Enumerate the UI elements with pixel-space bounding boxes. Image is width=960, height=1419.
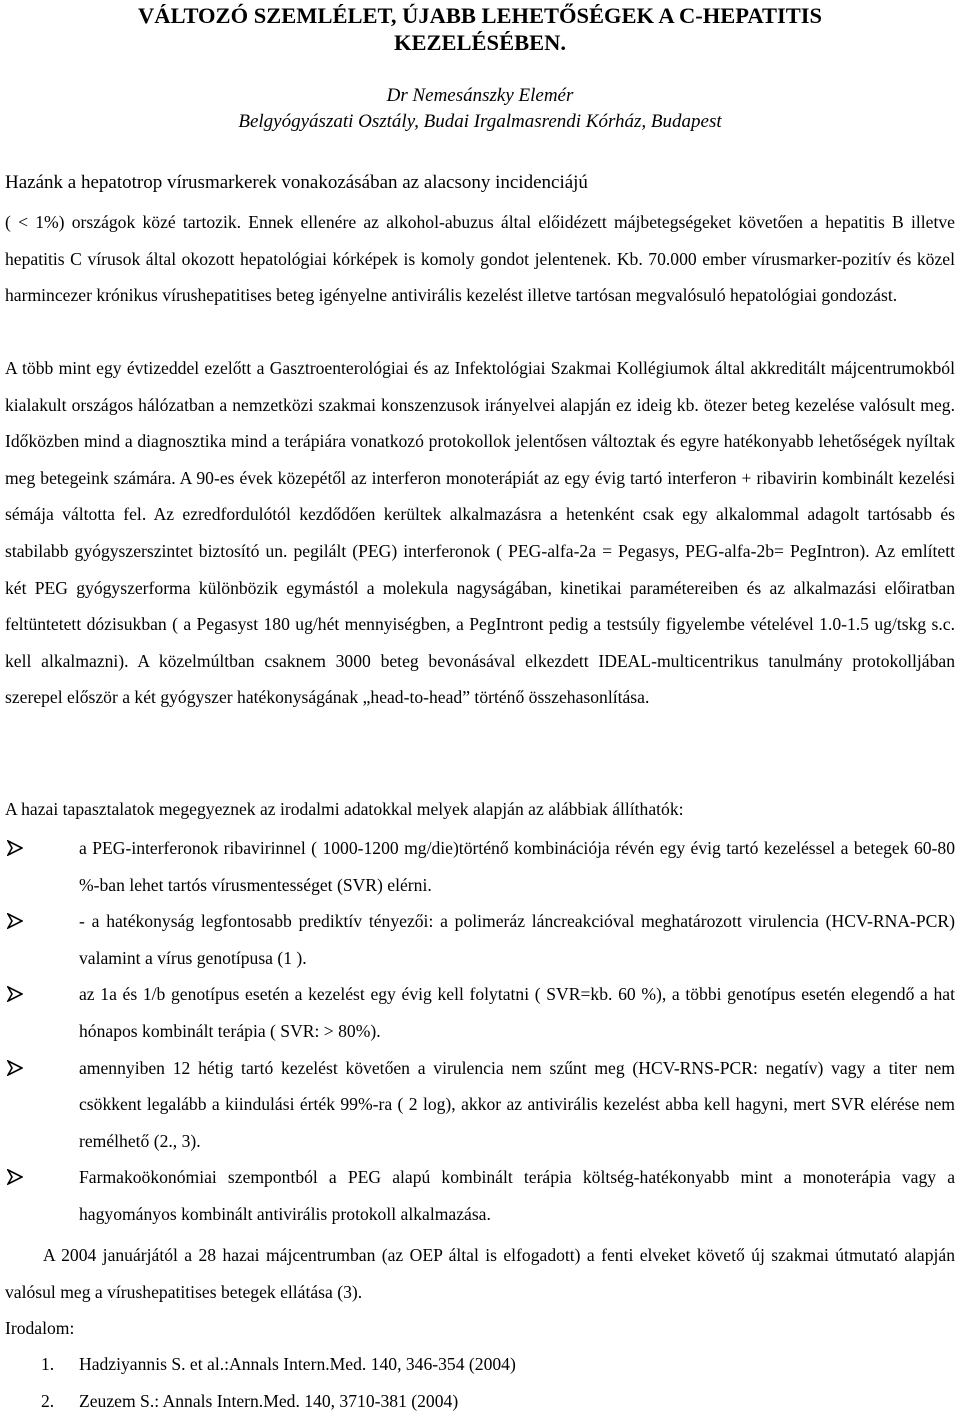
arrowhead-bullet-icon <box>7 830 27 867</box>
arrowhead-bullet-icon <box>7 976 27 1013</box>
reference-text: Hadziyannis S. et al.:Annals Intern.Med. 140, 346-354 (2004) <box>79 1354 516 1374</box>
list-item <box>0 830 960 903</box>
references-list <box>0 1346 516 1419</box>
paragraph-1: ( < 1%) országok közé tartozik. Ennek ellenére az alkohol-abuzus által előidézett májbetegségeket követően a hepatitis B illetve hepatitis C vírusok által okozott hepatológiai kórképek is komoly gondot jelentenek. Kb. 70.000 ember vírusmarker-pozitív és közel harmincezer krónikus vírushepatitises beteg igényelne antivirális kezelést illetve tartósan megvalósuló hepatológiai gondozást. <box>5 212 955 306</box>
references-heading: Irodalom: <box>5 1318 75 1338</box>
list-item-text: - a hatékonyság legfontosabb prediktív tényezői: a polimeráz láncreakcióval meghatározott virulencia (HCV-RNA-PCR) valamint a vírus genotípusa (1 ). <box>79 911 955 968</box>
list-item <box>0 976 960 1049</box>
arrowhead-bullet-icon <box>7 1050 27 1087</box>
reference-number: 1. <box>41 1354 55 1374</box>
reference-text: Zeuzem S.: Annals Intern.Med. 140, 3710-381 (2004) <box>79 1390 459 1411</box>
title-line-1: VÁLTOZÓ SZEMLÉLET, ÚJABB LEHETŐSÉGEK A C-HEPATITIS <box>138 3 822 28</box>
author-block <box>0 83 960 135</box>
list-item-text: a PEG-interferonok ribavirinnel ( 1000-1200 mg/die)történő kombinációja révén egy évig tartó kezeléssel a betegek 60-80 %-ban lehet tartós vírusmentességet (SVR) elérni. <box>79 838 955 895</box>
title-line-2: KEZELÉSÉBEN. <box>394 30 566 55</box>
reference-number: 2. <box>41 1390 55 1411</box>
list-item <box>0 1159 960 1232</box>
findings-intro: A hazai tapasztalatok megegyeznek az irodalmi adatokkal melyek alapján az alábbiak állíthatók: <box>5 799 684 819</box>
arrowhead-bullet-icon <box>7 1159 27 1196</box>
document-title <box>0 2 960 56</box>
reference-item <box>0 1383 516 1419</box>
list-item <box>0 903 960 976</box>
author-name: Dr Nemesánszky Elemér <box>386 85 574 106</box>
intro-line: Hazánk a hepatotrop vírusmarkerek vonakozásában az alacsony incidenciájú <box>5 172 588 193</box>
list-item <box>0 1050 960 1160</box>
closing-paragraph: A 2004 januárjától a 28 hazai májcentrumban (az OEP által is elfogadott) a fenti elveket követő új szakmai útmutató alapján valósul meg a vírushepatitises betegek ellátása (3). <box>5 1245 955 1302</box>
list-item-text: Farmakoökonómiai szempontból a PEG alapú kombinált terápia költség-hatékonyabb mint a monoterápia vagy a hagyományos kombinált antivirális protokoll alkalmazása. <box>79 1167 955 1224</box>
findings-list <box>0 830 960 1233</box>
author-affiliation: Belgyógyászati Osztály, Budai Irgalmasrendi Kórház, Budapest <box>238 111 722 132</box>
arrowhead-bullet-icon <box>7 903 27 940</box>
reference-item <box>0 1346 516 1383</box>
paragraph-2: A több mint egy évtizeddel ezelőtt a Gasztroenterológiai és az Infektológiai Szakmai Kollégiumok által akkreditált májcentrumokból kialakult országos hálózatban a nemzetközi szakmai konszenzusok irányelvei alapján ez ideig kb. ötezer beteg kezelése valósult meg. Időközben mind a diagnosztika mind a terápiára vonatkozó protokollok jelentősen változtak és egyre hatékonyabb lehetőségek nyíltak meg betegeink számára. A 90-es évek közepétől az interferon monoterápiát az egy évig tartó interferon + ribavirin kombinált kezelési sémája váltotta fel. Az ezredfordulótól kezdődően kerültek alkalmazásra a hetenként csak egy alkalommal adagolt tartósabb és stabilabb gyógyszerszintet biztosító un. pegilált (PEG) interferonok ( PEG-alfa-2a = Pegasys, PEG-alfa-2b= PegIntron). Az említett két PEG gyógyszerforma különbözik egymástól a molekula nagyságában, kinetikai paramétereiben és az alkalmazási előiratban feltüntetett dózisukban ( a Pegasyst 180 ug/hét mennyiségben, a PegIntront pedig a testsúly figyelembe vételével 1.0-1.5 ug/tskg s.c. kell alkalmazni). A közelmúltban csaknem 3000 beteg bevonásával elkezdett IDEAL-multicentrikus tanulmány protokolljában szerepel először a két gyógyszer hatékonyságának „head-to-head” történő összehasonlítása. <box>5 358 955 708</box>
list-item-text: amennyiben 12 hétig tartó kezelést követően a virulencia nem szűnt meg (HCV-RNS-PCR: negatív) vagy a titer nem csökkent legalább a kiindulási érték 99%-ra ( 2 log), akkor az antivirális kezelést abba kell hagyni, mert SVR elérése nem remélhető (2., 3). <box>79 1057 955 1151</box>
list-item-text: az 1a és 1/b genotípus esetén a kezelést egy évig kell folytatni ( SVR=kb. 60 %), a többi genotípus esetén elegendő a hat hónapos kombinált terápia ( SVR: > 80%). <box>79 984 955 1041</box>
